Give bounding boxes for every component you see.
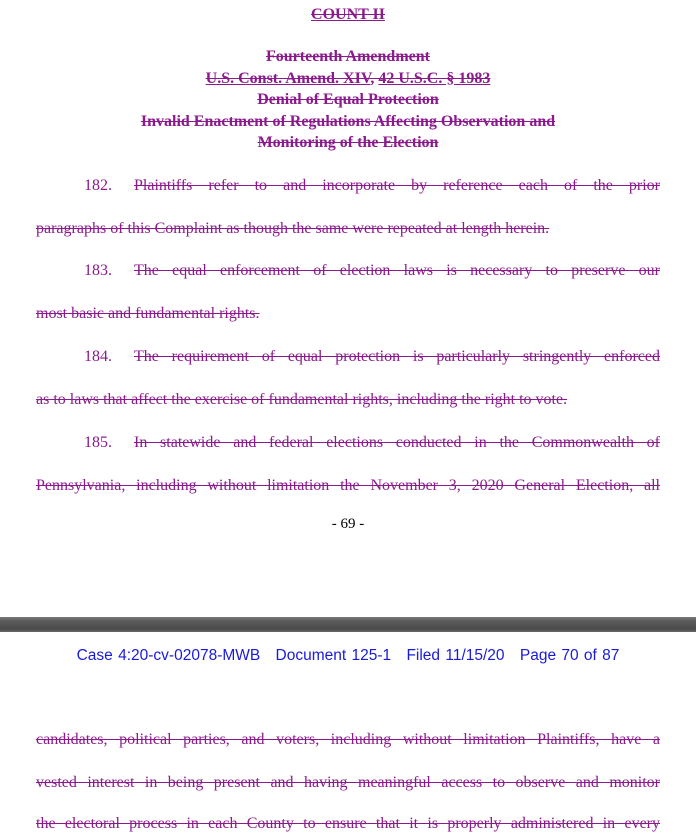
document-number: Document 125-1 [275, 647, 392, 664]
ecf-header-stamp [0, 647, 696, 665]
paragraph-184-line-2: as to laws that affect the exercise of fundamental rights, including the right to vote. [36, 391, 568, 408]
paragraph-182-line-1: 182. Plaintiffs refer to and incorporate by reference each of the prior [84, 177, 660, 194]
subheading-amendment: Fourteenth Amendment [266, 48, 430, 65]
page-separator [0, 617, 696, 632]
subheading-denial: Denial of Equal Protection [257, 91, 439, 108]
paragraph-185-line-2: Pennsylvania, including without limitation the November 3, 2020 General Election, all [36, 477, 660, 494]
count-title: COUNT II [311, 6, 385, 23]
paragraph-183-line-2: most basic and fundamental rights. [36, 305, 260, 322]
subheading-invalid-enactment: Invalid Enactment of Regulations Affecting Observation and [140, 112, 556, 130]
paragraph-185-line-3: candidates, political parties, and voters, including without limitation Plaintiffs, have a [36, 731, 660, 748]
filed-date: Filed 11/15/20 [406, 647, 505, 664]
paragraph-185-line-5: the electoral process in each County to ensure that it is properly administered in every [36, 815, 660, 832]
paragraph-184-line-1: 184. The requirement of equal protection is particularly stringently enforced [84, 348, 660, 365]
case-number: Case 4:20-cv-02078-MWB [76, 647, 261, 664]
page-count: Page 70 of 87 [519, 647, 620, 664]
subheading-citation: U.S. Const. Amend. XIV, 42 U.S.C. § 1983 [205, 69, 491, 87]
section-subheadings [0, 46, 696, 154]
subheading-monitoring: Monitoring of the Election [257, 134, 439, 151]
paragraph-185-line-4: vested interest in being present and having meaningful access to observe and monitor [36, 774, 660, 791]
paragraph-185-line-1: 185. In statewide and federal elections conducted in the Commonwealth of [84, 434, 660, 451]
paragraph-182-line-2: paragraphs of this Complaint as though the same were repeated at length herein. [36, 220, 550, 237]
page-number: - 69 - [331, 516, 365, 532]
paragraph-183-line-1: 183. The equal enforcement of election laws is necessary to preserve our [84, 262, 660, 279]
